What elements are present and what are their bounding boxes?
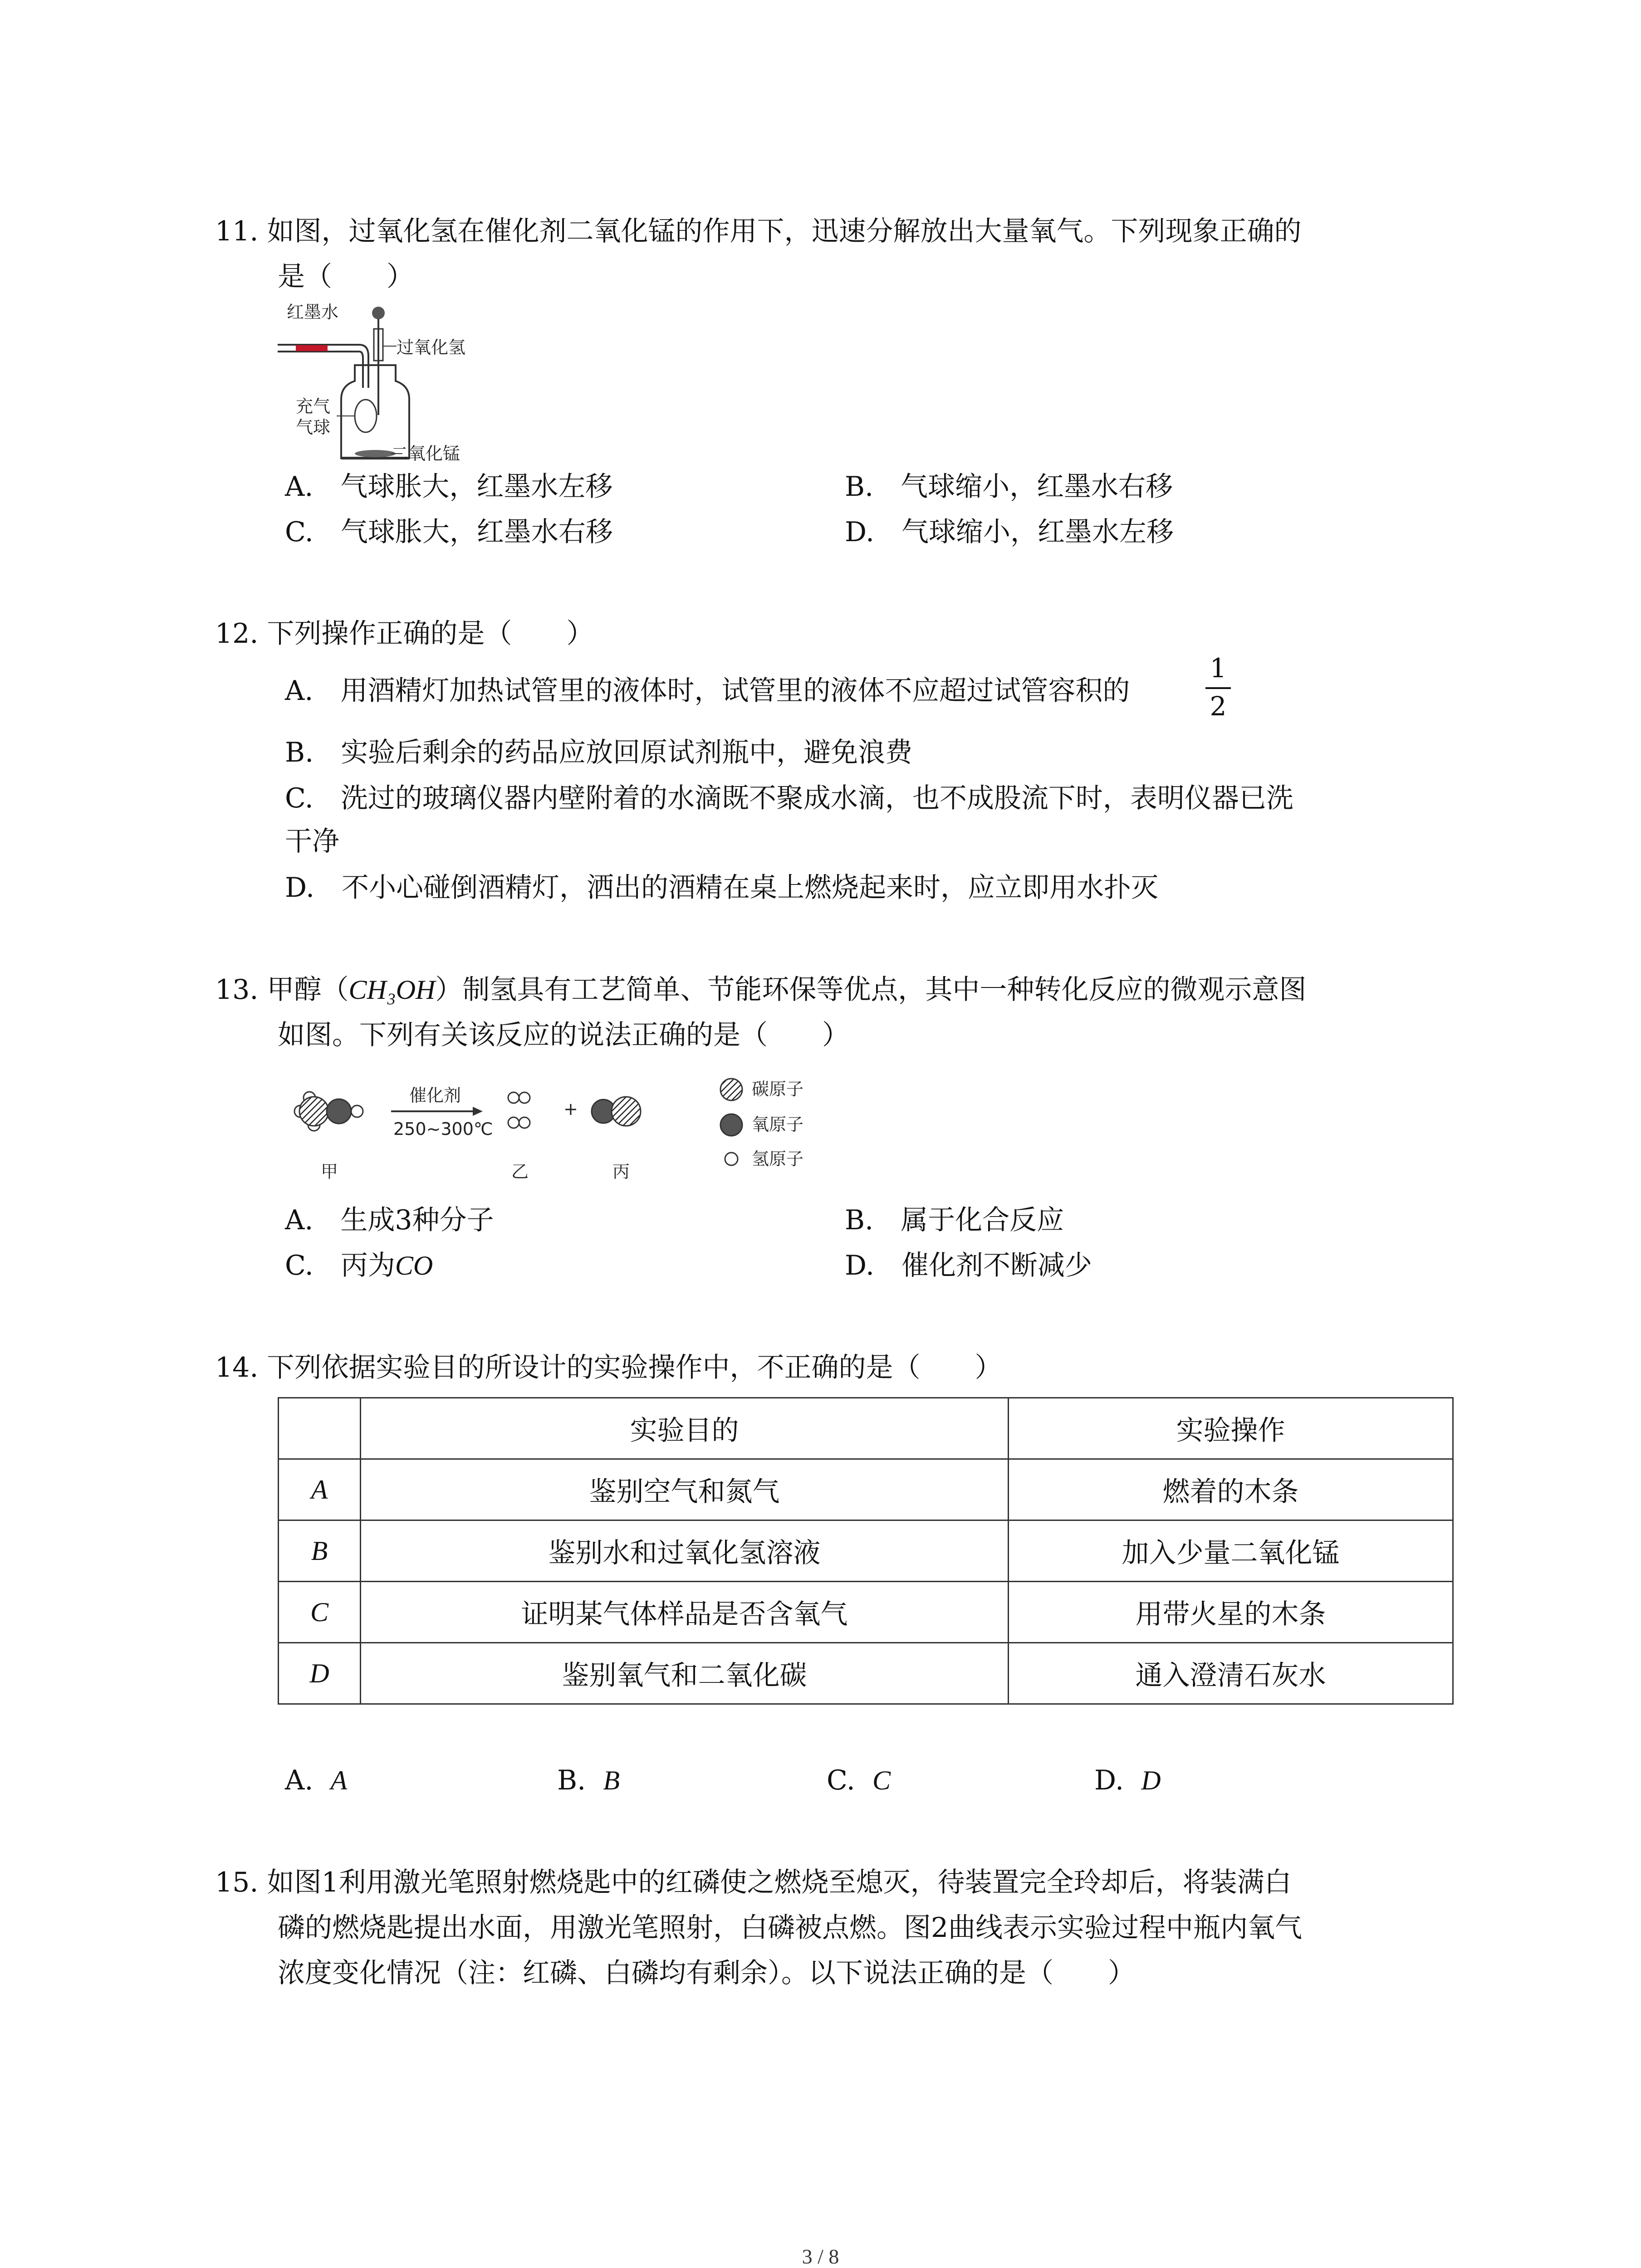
q14-stem: 14. 下列依据实验目的所设计的实验操作中，不正确的是（ ）	[215, 1352, 1002, 1383]
q11-stem-line1: 11. 如图，过氧化氢在催化剂二氧化锰的作用下，迅速分解放出大量氧气。下列现象正确的	[215, 215, 1302, 247]
fraction-numerator: 1	[1210, 653, 1227, 684]
q13-stem-line1	[215, 972, 1306, 1008]
fraction-bar	[1205, 687, 1231, 689]
row-purpose: 鉴别空气和氮气	[361, 1459, 1009, 1520]
q12-option-c-line2: 干净	[285, 826, 339, 857]
q12-option-c-line1: C. 洗过的玻璃仪器内壁附着的水滴既不聚成水滴，也不成股流下时，表明仪器已洗	[285, 782, 1293, 814]
co-formula: CO	[395, 1251, 433, 1281]
table-row	[279, 1643, 1453, 1704]
q12-option-a: A. 用酒精灯加热试管里的液体时，试管里的液体不应超过试管容积的	[285, 675, 1130, 707]
q15-line2: 磷的燃烧匙提出水面，用激光笔照射，白磷被点燃。图2曲线表示实验过程中瓶内氧气	[278, 1912, 1303, 1944]
table-header-row	[279, 1398, 1453, 1459]
q14-option-b-letter: B.	[557, 1765, 586, 1796]
q11-option-c: C. 气球胀大，红墨水右移	[285, 516, 613, 548]
q13-option-c	[285, 1247, 433, 1284]
q13-stem-post: ）制氢具有工艺简单、节能环保等优点，其中一种转化反应的微观示意图	[435, 974, 1307, 1006]
legend-carbon: 碳原子	[752, 1079, 804, 1099]
label-bing: 丙	[612, 1162, 630, 1182]
q15-line1: 15. 如图1利用激光笔照射燃烧匙中的红磷使之燃烧至熄灭，待装置完全玲却后，将装满白	[215, 1867, 1292, 1898]
fraction-denominator: 2	[1210, 691, 1227, 722]
q14-option-c	[827, 1762, 891, 1799]
q14-option-d	[1094, 1762, 1161, 1799]
table-header-purpose: 实验目的	[361, 1398, 1009, 1459]
legend-oxygen: 氧原子	[752, 1114, 804, 1134]
experiment-table	[278, 1397, 1454, 1705]
row-label: C	[279, 1582, 361, 1643]
row-operation: 通入澄清石灰水	[1009, 1643, 1453, 1704]
table-header-blank	[279, 1398, 361, 1459]
methanol-formula: CH₃OH	[348, 975, 436, 1005]
label-red-ink: 红墨水	[287, 302, 339, 322]
label-temperature: 250~300℃	[393, 1119, 493, 1139]
q14-option-b	[557, 1762, 620, 1799]
label-plus: +	[563, 1099, 578, 1119]
row-operation: 加入少量二氧化锰	[1009, 1520, 1453, 1582]
label-jia: 甲	[321, 1162, 338, 1182]
row-purpose: 鉴别水和过氧化氢溶液	[361, 1520, 1009, 1582]
page-number: 3 / 8	[802, 2245, 839, 2268]
q14-option-a-letter: A.	[285, 1765, 314, 1796]
q15-line3: 浓度变化情况（注：红磷、白磷均有剩余）。以下说法正确的是（ ）	[278, 1957, 1135, 1989]
q11-figure	[278, 297, 514, 465]
label-catalyst: 催化剂	[409, 1085, 461, 1105]
label-h2o2: 过氧化氢	[397, 337, 466, 357]
q12-option-b: B. 实验后剩余的药品应放回原试剂瓶中，避免浪费	[285, 737, 913, 768]
q11-option-a: A. 气球胀大，红墨水左移	[285, 471, 613, 503]
q14-option-b-value: B	[603, 1765, 620, 1795]
label-balloon-2: 气球	[296, 417, 331, 437]
label-mno2: 二氧化锰	[391, 444, 460, 464]
q13-option-c-text: C. 丙为	[285, 1250, 395, 1281]
q11-stem-line2: 是（ ）	[278, 261, 414, 293]
q14-option-d-value: D	[1141, 1765, 1161, 1795]
q11-option-d: D. 气球缩小，红墨水左移	[845, 516, 1174, 548]
row-purpose: 证明某气体样品是否含氧气	[361, 1582, 1009, 1643]
table-row	[279, 1582, 1453, 1643]
q14-option-a-value: A	[330, 1765, 348, 1795]
table-row	[279, 1459, 1453, 1520]
q14-option-d-letter: D.	[1094, 1765, 1124, 1796]
q13-stem-line2: 如图。下列有关该反应的说法正确的是（ ）	[278, 1019, 849, 1051]
label-yi: 乙	[511, 1162, 529, 1182]
q13-option-b: B. 属于化合反应	[845, 1204, 1064, 1236]
row-purpose: 鉴别氧气和二氧化碳	[361, 1643, 1009, 1704]
q14-option-c-letter: C.	[827, 1765, 855, 1796]
q14-option-c-value: C	[872, 1765, 891, 1795]
q11-option-b: B. 气球缩小，红墨水右移	[845, 471, 1173, 503]
row-operation: 燃着的木条	[1009, 1459, 1453, 1520]
row-operation: 用带火星的木条	[1009, 1582, 1453, 1643]
q13-option-a: A. 生成3种分子	[285, 1204, 494, 1236]
q12-stem: 12. 下列操作正确的是（ ）	[215, 618, 594, 650]
q12-option-d: D. 不小心碰倒酒精灯，洒出的酒精在桌上燃烧起来时，应立即用水扑灭	[285, 872, 1159, 904]
row-label: B	[279, 1520, 361, 1582]
q13-option-d: D. 催化剂不断减少	[845, 1250, 1092, 1281]
q14-option-a	[285, 1762, 347, 1799]
label-balloon-1: 充气	[296, 396, 331, 416]
row-label: D	[279, 1643, 361, 1704]
table-header-operation: 实验操作	[1009, 1398, 1453, 1459]
table-row	[279, 1520, 1453, 1582]
row-label: A	[279, 1459, 361, 1520]
q13-figure	[278, 1066, 867, 1193]
legend-hydrogen: 氢原子	[752, 1149, 804, 1169]
q13-stem-pre: 13. 甲醇（	[215, 974, 349, 1006]
